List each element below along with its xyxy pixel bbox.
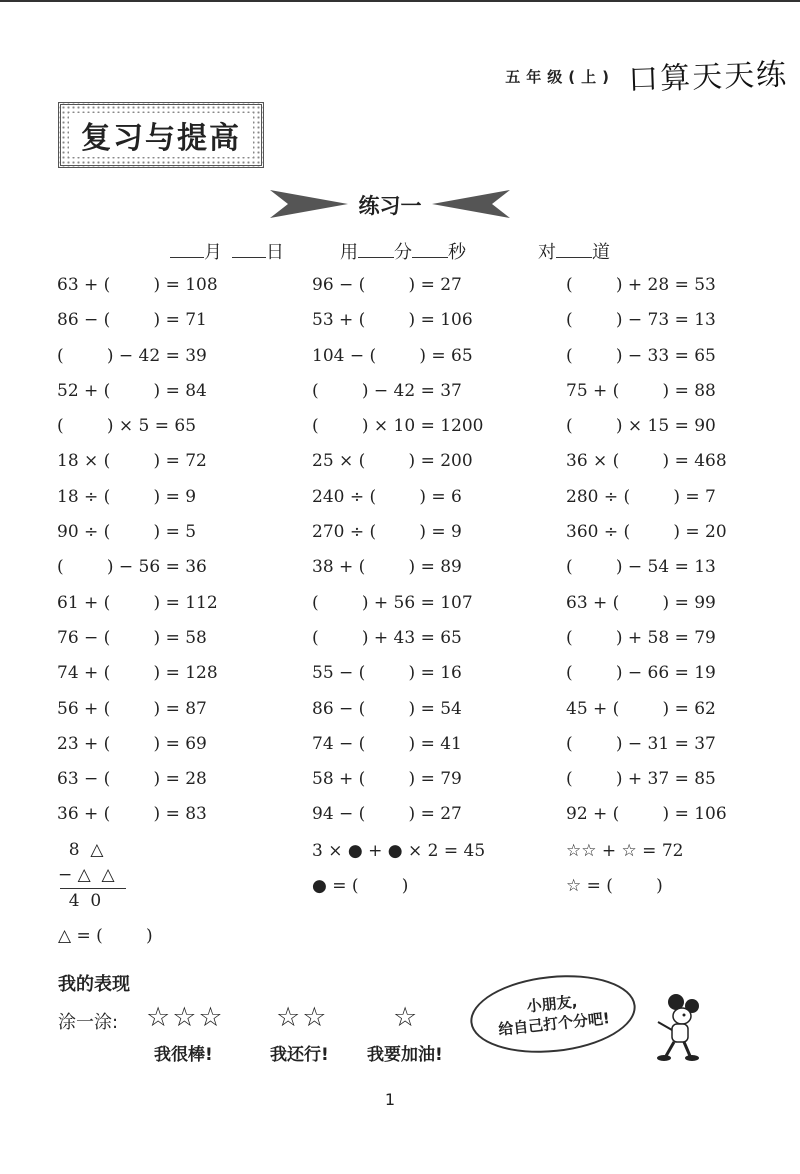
speech-bubble [466, 968, 639, 1061]
dot-equation: 3 × ● + ● × 2 = 45 [312, 841, 486, 861]
minute-blank[interactable] [358, 239, 394, 258]
grade-label: 五年级(上) [505, 68, 615, 86]
equation-item[interactable]: ( ) + 28 = 53 [566, 275, 716, 295]
equation-item[interactable]: 90 ÷ ( ) = 5 [57, 522, 197, 543]
time-used-label: 用 [340, 242, 358, 263]
equation-item[interactable]: 240 ÷ ( ) = 6 [312, 486, 462, 507]
bubble-line-2: 给自己打个分吧! [497, 1009, 611, 1039]
equation-item[interactable]: ( ) − 66 = 19 [566, 663, 716, 684]
equation-item[interactable]: 23 + ( ) = 69 [57, 733, 207, 754]
section-title-box [58, 102, 264, 168]
two-stars-icon[interactable]: ☆☆ [276, 1002, 329, 1033]
day-blank[interactable] [232, 239, 266, 258]
star-equation: ☆☆ + ☆ = 72 [566, 841, 684, 861]
equation-item[interactable]: 94 − ( ) = 27 [312, 804, 462, 825]
equation-item[interactable]: 45 + ( ) = 62 [566, 698, 716, 719]
equation-item[interactable]: 63 + ( ) = 108 [57, 275, 218, 295]
equation-item[interactable]: 63 + ( ) = 99 [566, 592, 716, 613]
correct-label: 对 [538, 242, 556, 263]
praise-ok: 我还行! [270, 1045, 329, 1065]
equation-item[interactable]: 92 + ( ) = 106 [566, 804, 727, 825]
equation-item[interactable]: ( ) + 37 = 85 [566, 769, 716, 790]
equation-item[interactable]: ( ) × 15 = 90 [566, 416, 716, 437]
equation-column-2 [312, 268, 552, 833]
equation-item[interactable]: 36 + ( ) = 83 [57, 804, 207, 825]
equation-item[interactable]: ( ) − 73 = 13 [566, 310, 716, 331]
equation-item[interactable]: ( ) − 42 = 39 [57, 345, 207, 366]
equation-item[interactable]: 52 + ( ) = 84 [57, 380, 207, 401]
equation-item[interactable]: ( ) + 56 = 107 [312, 592, 473, 613]
second-blank[interactable] [412, 239, 448, 258]
equation-item[interactable]: 55 − ( ) = 16 [312, 663, 462, 684]
month-blank[interactable] [170, 239, 204, 258]
month-label: 月 [204, 242, 222, 263]
equation-item[interactable]: ( ) − 54 = 13 [566, 557, 716, 578]
puzzle-line-1: 8 △ [58, 840, 104, 860]
equation-item[interactable]: 18 ÷ ( ) = 9 [57, 486, 197, 507]
equation-item[interactable]: 61 + ( ) = 112 [57, 592, 218, 613]
second-label: 秒 [448, 242, 466, 263]
star-answer[interactable]: ☆ = ( ) [566, 876, 663, 896]
day-label: 日 [266, 242, 284, 263]
equation-column-3 [566, 268, 800, 833]
equation-item[interactable]: 56 + ( ) = 87 [57, 698, 207, 719]
equation-item[interactable]: 86 − ( ) = 71 [57, 310, 207, 331]
equation-column-1 [57, 268, 297, 833]
praise-great: 我很棒! [154, 1045, 213, 1065]
bubble-line-1: 小朋友, [525, 992, 579, 1016]
equation-item[interactable]: 75 + ( ) = 88 [566, 380, 716, 401]
equation-item[interactable]: 280 ÷ ( ) = 7 [566, 486, 716, 507]
equation-item[interactable]: 74 + ( ) = 128 [57, 663, 218, 684]
equation-item[interactable]: 36 × ( ) = 468 [566, 451, 727, 472]
record-row [0, 238, 800, 264]
equation-item[interactable]: 58 + ( ) = 79 [312, 769, 462, 790]
exercise-title-banner [270, 186, 510, 222]
triangle-answer[interactable]: △ = ( ) [58, 926, 153, 946]
equation-item[interactable]: 18 × ( ) = 72 [57, 451, 207, 472]
equation-item[interactable]: ( ) − 31 = 37 [566, 733, 716, 754]
equation-item[interactable]: 104 − ( ) = 65 [312, 345, 473, 366]
vertical-subtraction-puzzle [58, 838, 138, 914]
section-title: 复习与提高 [69, 113, 253, 157]
equation-item[interactable]: ( ) + 58 = 79 [566, 627, 716, 648]
cartoon-mouse-icon [636, 992, 700, 1062]
one-star-icon[interactable]: ☆ [393, 1002, 420, 1033]
equation-item[interactable]: 76 − ( ) = 58 [57, 627, 207, 648]
puzzle-line-3: 4 0 [58, 891, 102, 911]
dot-answer[interactable]: ● = ( ) [312, 876, 409, 896]
equation-item[interactable]: 74 − ( ) = 41 [312, 733, 462, 754]
equation-item[interactable]: 38 + ( ) = 89 [312, 557, 462, 578]
top-rule [0, 0, 800, 2]
praise-try-harder: 我要加油! [367, 1045, 443, 1065]
equation-item[interactable]: ( ) − 42 = 37 [312, 380, 462, 401]
equation-item[interactable]: 25 × ( ) = 200 [312, 451, 473, 472]
equation-item[interactable]: 360 ÷ ( ) = 20 [566, 522, 727, 543]
items-label: 道 [592, 242, 610, 263]
equation-item[interactable]: ( ) − 33 = 65 [566, 345, 716, 366]
equation-item[interactable]: ( ) × 10 = 1200 [312, 416, 484, 437]
puzzle-line-2: − △ △ [58, 865, 115, 885]
equation-item[interactable]: 86 − ( ) = 54 [312, 698, 462, 719]
three-stars-icon[interactable]: ☆☆☆ [146, 1002, 225, 1033]
equation-item[interactable]: 53 + ( ) = 106 [312, 310, 473, 331]
performance-title: 我的表现 [58, 974, 130, 995]
equation-item[interactable]: 270 ÷ ( ) = 9 [312, 522, 462, 543]
equation-item[interactable]: ( ) − 56 = 36 [57, 557, 207, 578]
equation-item[interactable]: 63 − ( ) = 28 [57, 769, 207, 790]
page-number: 1 [384, 1090, 396, 1109]
equation-item[interactable]: 96 − ( ) = 27 [312, 275, 462, 295]
book-brand: 口算天天练 [627, 57, 789, 98]
correct-count-blank[interactable] [556, 239, 592, 258]
equation-item[interactable]: ( ) × 5 = 65 [57, 416, 197, 437]
color-in-label: 涂一涂: [58, 1012, 119, 1033]
equation-item[interactable]: ( ) + 43 = 65 [312, 627, 462, 648]
exercise-title: 练习一 [358, 194, 422, 218]
minute-label: 分 [394, 242, 412, 263]
